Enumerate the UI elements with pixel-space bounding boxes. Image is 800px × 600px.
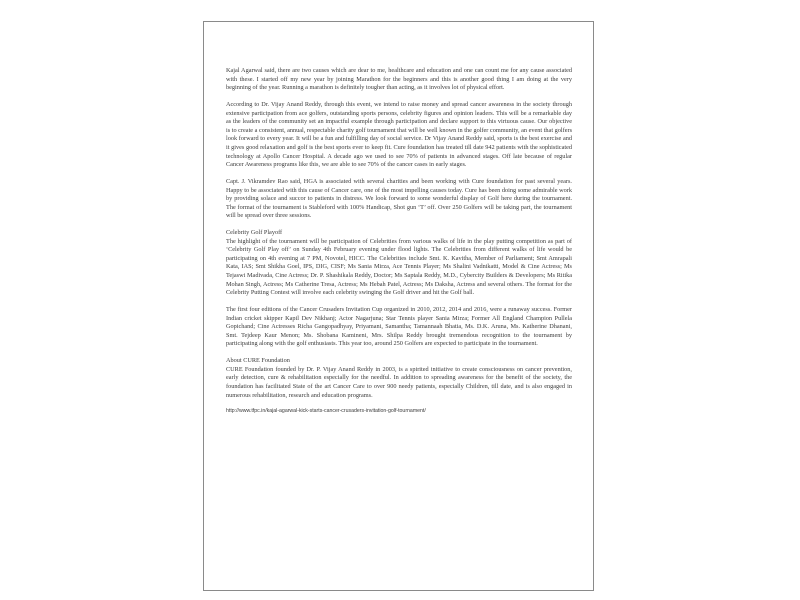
- paragraph-celebrity-playoff: The highlight of the tournament will be participation of Celebrities from various walks of life in the play putting competition as part of ‘Celebrity Golf Play off’ on Sunday 4th February evening under flood lights. The Celebrities from different walks of life would be participating on 4th evening at 7 PM, Novotel, HICC. The Celebrities include Smt. K. Kavitha, Member of Parliament; Smt Amrapali Kata, IAS; Smt Shikha Goel, IPS, DIG, CISF; Ms Sania Mirza, Ace Tennis Player; Ms Shalini Vadnikatti, Model & Cine Actress; Ms Tejaswi Madivada, Cine Actress; Dr. P. Shashikala Reddy, Doctor; Ms Saptala Reddy, M.D., Cybercity Builders & Developers; Ms Ritika Mohan Singh, Actress; Ms Catherine Tresa, Actress; Ms Hebah Patel, Actress; Ms Daksha, Actress and several others. The format for the Celebrity Putting Contest will involve each celebrity swinging the Golf driver and hit the Golf ball.: [226, 237, 572, 297]
- document-page: [203, 21, 594, 591]
- heading-about-cure-foundation: About CURE Foundation: [226, 357, 290, 365]
- paragraph-kajal-agarwal: Kajal Agarwal said, there are two causes which are dear to me, healthcare and education and one can count me for any cause associated with these. I started off my new year by joining Marathon for the beginners and this is another good thing I am doing at the very beginning of the year. Running a marathon is definitely tougher than acting, as it involves lot of physical effort.: [226, 67, 572, 92]
- paragraph-previous-editions: The first four editions of the Cancer Crusaders Invitation Cup organized in 2010, 2012, 2014 and 2016, were a runaway success. Former Indian cricket skipper Kapil Dev Nikhanj; Actor Nagarjuna; Star Tennis player Sania Mirza; Former All England Champion Pullela Gopichand; Cine Actresses Richa Gangopadhyay, Priyamani, Samantha; Tamannaah Bhatia, Ms. D.K. Aruna, Ms. Katherine Dhanani, Smt. Tejdeep Kaur Menon; Ms. Shobana Kamineni, Mrs. Shilpa Reddy brought tremendous recognition to the tournament by participating along with the golf enthusiasts. This year too, around 250 Golfers are expected to participate in the tournament.: [226, 306, 572, 348]
- heading-celebrity-golf-playoff: Celebrity Golf Playoff: [226, 229, 283, 237]
- paragraph-vijay-anand-reddy: According to Dr. Vijay Anand Reddy, through this event, we intend to raise money and spread cancer awareness in the society through extensive participation from ace golfers, outstanding sports persons, celebrity figures and opinion leaders. This will be a remarkable day as the leaders of the community set an impactful example through participation and declare support to this virtuous cause. Our objective is to create a consistent, annual, respectable charity golf tournament that will be well known in the golfer community, an event that golfers look forward to every year. It will be a fun and fulfilling day of social service. Dr Vijay Anand Reddy said, sports is the best exercise and it gives good relaxation and golf is the best sports ever to keep fit. Cure foundation has treated till date 942 patients with the sophisticated technology at Apollo Cancer Hospital. A decade ago we used to see 70% of patients in advanced stages. Off late because of regular Cancer Awareness programs like this, we are able to see 70% of the cancer cases in early stages.: [226, 100, 572, 169]
- source-url-link[interactable]: http://www.tfpc.in/kajal-agarwal-kick-starts-cancer-crusaders-invitation-golf-tournament/: [226, 408, 426, 415]
- paragraph-vikramdev-rao: Capt. J. Vikramdev Rao said, HGA is associated with several charities and been working with Cure foundation for past several years. Happy to be associated with this cause of Cancer care, one of the most impelling causes today. Cure has been doing some admirable work by providing solace and succor to patients in distress. We look forward to some wonderful display of Golf here during the tournament. The format of the tournament is Stableford with 100% Handicap, Shot gun ‘T’ off. Over 250 Golfers will be taking part, the tournament will be spread over three sessions.: [226, 177, 572, 220]
- paragraph-cure-foundation: CURE Foundation founded by Dr. P. Vijay Anand Reddy in 2003, is a spirited initiative to create consciousness on cancer prevention, early detection, cure & rehabilitation especially for the needful. In addition to spreading awareness for the benefit of the society, the foundation has facilitated State of the art Cancer Care to over 900 needy patients, especially Children, till date, and is also engaged in numerous rehabilitation, research and education programs.: [226, 365, 572, 399]
- document-body: [226, 67, 572, 415]
